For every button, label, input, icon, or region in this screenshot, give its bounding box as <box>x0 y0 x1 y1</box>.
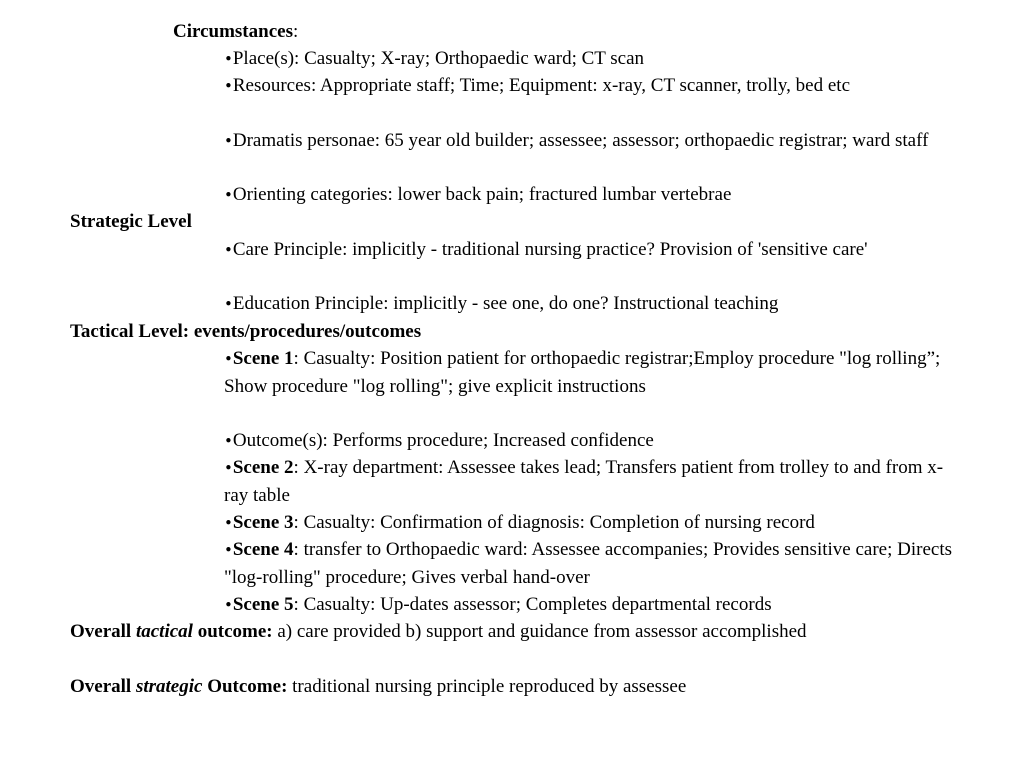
item-text: : Casualty: Up-dates assessor; Completes departmental records <box>293 594 772 615</box>
bullet-icon: • <box>224 50 233 68</box>
item-text: Orienting categories: lower back pain; fractured lumbar vertebrae <box>232 184 732 205</box>
item-text: Outcome(s): Performs procedure; Increased confidence <box>232 430 654 451</box>
overall-tactical-outcome <box>70 618 950 645</box>
strategic-level-heading <box>70 208 192 235</box>
scene-label: Scene 5 <box>232 594 294 615</box>
overall-tactical-prefix: Overall <box>70 621 136 642</box>
item-text: Care Principle: implicitly - traditional nursing practice? Provision of 'sensitive care' <box>232 239 868 260</box>
item-text: Place(s): Casualty; X-ray; Orthopaedic ward; CT scan <box>232 48 645 69</box>
circumstances-item-resources <box>224 72 954 100</box>
overall-strategic-outcome <box>70 673 950 700</box>
bullet-icon: • <box>224 132 233 150</box>
bullet-icon: • <box>224 186 233 204</box>
scene-label: Scene 1 <box>232 348 294 369</box>
tactical-item-outcomes <box>224 427 954 455</box>
overall-tactical-text: a) care provided b) support and guidance from assessor accomplished <box>272 621 807 642</box>
circumstances-item-dramatis-personae <box>224 127 954 155</box>
circumstances-heading-label: Circumstances <box>173 21 293 42</box>
scene-label: Scene 4 <box>232 539 294 560</box>
item-text: Resources: Appropriate staff; Time; Equipment: x-ray, CT scanner, trolly, bed etc <box>232 75 850 96</box>
overall-strategic-text: traditional nursing principle reproduced by assessee <box>287 676 687 697</box>
item-text: : Casualty: Confirmation of diagnosis: Completion of nursing record <box>293 512 815 533</box>
item-text: Dramatis personae: 65 year old builder; assessee; assessor; orthopaedic registrar; ward staff <box>232 130 929 151</box>
bullet-icon: • <box>224 459 233 477</box>
tactical-item-scene-4 <box>224 536 954 591</box>
overall-strategic-emph: strategic <box>135 676 203 697</box>
bullet-icon: • <box>224 514 233 532</box>
bullet-icon: • <box>224 295 233 313</box>
bullet-icon: • <box>224 77 233 95</box>
item-text: : X-ray department: Assessee takes lead; Transfers patient from trolley to and from x-ray table <box>224 457 944 507</box>
tactical-item-scene-5 <box>224 591 954 619</box>
strategic-item-education-principle <box>224 290 954 318</box>
bullet-icon: • <box>224 432 233 450</box>
tactical-item-scene-2 <box>224 454 954 509</box>
bullet-icon: • <box>224 241 233 259</box>
overall-strategic-prefix: Overall <box>70 676 136 697</box>
overall-tactical-emph: tactical <box>135 621 193 642</box>
scene-label: Scene 2 <box>232 457 294 478</box>
tactical-level-heading <box>70 318 421 345</box>
strategic-item-care-principle <box>224 236 954 264</box>
scene-label: Scene 3 <box>232 512 294 533</box>
strategic-level-heading-label: Strategic Level <box>70 211 192 232</box>
overall-tactical-suffix: outcome: <box>192 621 273 642</box>
overall-strategic-suffix: Outcome: <box>202 676 288 697</box>
bullet-icon: • <box>224 541 233 559</box>
item-text: : transfer to Orthopaedic ward: Assessee accompanies; Provides sensitive care; Directs "log-rolling" procedure; Gives verbal hand-over <box>224 539 952 589</box>
circumstances-heading <box>173 18 298 45</box>
bullet-icon: • <box>224 350 233 368</box>
tactical-level-heading-label: Tactical Level: events/procedures/outcomes <box>70 321 422 342</box>
tactical-item-scene-3 <box>224 509 954 537</box>
circumstances-item-orienting-categories <box>224 181 954 209</box>
item-text: Education Principle: implicitly - see one, do one? Instructional teaching <box>232 293 779 314</box>
circumstances-heading-colon: : <box>292 21 299 42</box>
item-text: : Casualty: Position patient for orthopaedic registrar;Employ procedure "log rolling”; Show procedure "log rolling"; give explicit instructions <box>224 348 941 398</box>
circumstances-item-places <box>224 45 954 73</box>
bullet-icon: • <box>224 596 233 614</box>
tactical-item-scene-1 <box>224 345 954 400</box>
